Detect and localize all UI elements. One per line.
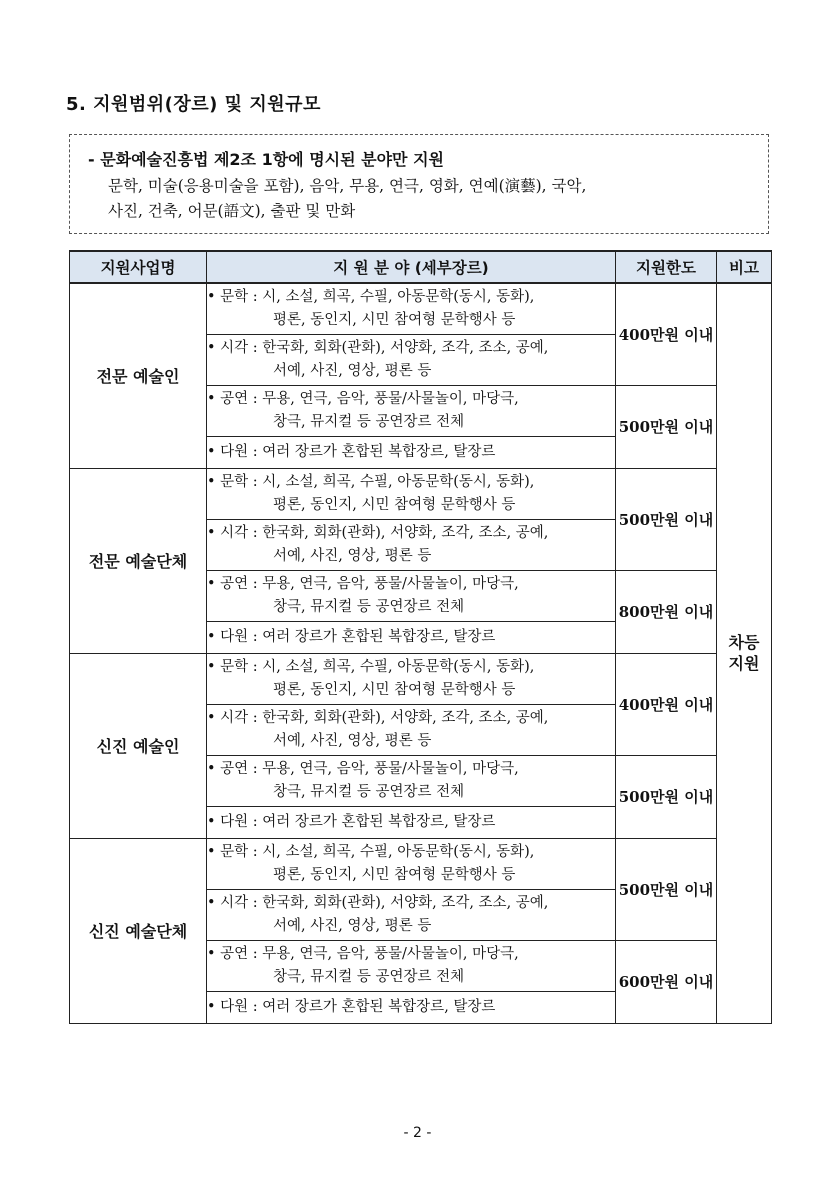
field-line: 서예, 사진, 영상, 평론 등 — [273, 917, 432, 934]
support-limit: 600만원 이내 — [616, 940, 717, 1023]
field-line: • 다원 : 여러 장르가 혼합된 복합장르, 탈장르 — [207, 443, 496, 460]
program-name: 전문 예술단체 — [70, 468, 207, 653]
field-performance — [207, 570, 616, 621]
support-limit: 500만원 이내 — [616, 385, 717, 468]
field-line: • 다원 : 여러 장르가 혼합된 복합장르, 탈장르 — [207, 998, 496, 1015]
field-multi — [207, 621, 616, 653]
field-line: 창극, 뮤지컬 등 공연장르 전체 — [273, 413, 465, 430]
field-line: • 문학 : 시, 소설, 희곡, 수필, 아동문학(동시, 동화), — [207, 843, 535, 860]
field-visual — [207, 704, 616, 755]
support-limit: 500만원 이내 — [616, 838, 717, 940]
field-line: • 공연 : 무용, 연극, 음악, 풍물/사물놀이, 마당극, — [207, 760, 519, 777]
table-row — [70, 838, 772, 889]
program-name: 신진 예술인 — [70, 653, 207, 838]
section-title: 5. 지원범위(장르) 및 지원규모 — [66, 94, 321, 115]
field-line: • 시각 : 한국화, 회화(관화), 서양화, 조각, 조소, 공예, — [207, 894, 549, 911]
field-line: 평론, 동인지, 시민 참여형 문학행사 등 — [273, 496, 516, 513]
field-line: • 문학 : 시, 소설, 희곡, 수필, 아동문학(동시, 동화), — [207, 288, 535, 305]
table-row — [70, 283, 772, 334]
field-line: • 시각 : 한국화, 회화(관화), 서양화, 조각, 조소, 공예, — [207, 524, 549, 541]
field-visual — [207, 334, 616, 385]
field-literature — [207, 283, 616, 334]
field-literature — [207, 468, 616, 519]
notice-line-1: 문학, 미술(응용미술을 포함), 음악, 무용, 연극, 영화, 연예(演藝), 국악, — [108, 177, 587, 195]
field-literature — [207, 653, 616, 704]
field-visual — [207, 889, 616, 940]
header-field: 지 원 분 야 (세부장르) — [207, 251, 616, 283]
field-literature — [207, 838, 616, 889]
support-limit: 400만원 이내 — [616, 653, 717, 755]
field-line: 창극, 뮤지컬 등 공연장르 전체 — [273, 968, 465, 985]
field-line: 평론, 동인지, 시민 참여형 문학행사 등 — [273, 681, 516, 698]
field-line: • 다원 : 여러 장르가 혼합된 복합장르, 탈장르 — [207, 628, 496, 645]
table-row — [70, 653, 772, 704]
program-name: 전문 예술인 — [70, 283, 207, 468]
field-performance — [207, 755, 616, 806]
field-line: • 다원 : 여러 장르가 혼합된 복합장르, 탈장르 — [207, 813, 496, 830]
field-line: 서예, 사진, 영상, 평론 등 — [273, 732, 432, 749]
page-number: - 2 - — [403, 1125, 432, 1141]
header-limit: 지원한도 — [616, 251, 717, 283]
table-header-row — [70, 251, 772, 283]
support-limit: 800만원 이내 — [616, 570, 717, 653]
program-name: 신진 예술단체 — [70, 838, 207, 1023]
eligibility-notice-box — [69, 134, 769, 234]
field-line: • 문학 : 시, 소설, 희곡, 수필, 아동문학(동시, 동화), — [207, 658, 535, 675]
field-line: • 공연 : 무용, 연극, 음악, 풍물/사물놀이, 마당극, — [207, 390, 519, 407]
support-limit: 500만원 이내 — [616, 755, 717, 838]
remark-line-1: 차등 — [728, 633, 760, 653]
field-line: 창극, 뮤지컬 등 공연장르 전체 — [273, 598, 465, 615]
notice-line-2: 사진, 건축, 어문(語文), 출판 및 만화 — [108, 202, 356, 220]
field-line: • 공연 : 무용, 연극, 음악, 풍물/사물놀이, 마당극, — [207, 575, 519, 592]
remark-cell — [717, 283, 772, 1023]
support-limit: 500만원 이내 — [616, 468, 717, 570]
field-line: • 시각 : 한국화, 회화(관화), 서양화, 조각, 조소, 공예, — [207, 339, 549, 356]
support-limit: 400만원 이내 — [616, 283, 717, 385]
header-program: 지원사업명 — [70, 251, 207, 283]
field-performance — [207, 385, 616, 436]
remark-line-2: 지원 — [728, 654, 760, 674]
support-scope-table — [69, 250, 772, 1024]
field-visual — [207, 519, 616, 570]
field-line: • 시각 : 한국화, 회화(관화), 서양화, 조각, 조소, 공예, — [207, 709, 549, 726]
field-line: 평론, 동인지, 시민 참여형 문학행사 등 — [273, 311, 516, 328]
field-line: 서예, 사진, 영상, 평론 등 — [273, 362, 432, 379]
field-line: • 공연 : 무용, 연극, 음악, 풍물/사물놀이, 마당극, — [207, 945, 519, 962]
field-line: 서예, 사진, 영상, 평론 등 — [273, 547, 432, 564]
field-multi — [207, 991, 616, 1023]
field-line: 평론, 동인지, 시민 참여형 문학행사 등 — [273, 866, 516, 883]
field-performance — [207, 940, 616, 991]
field-line: • 문학 : 시, 소설, 희곡, 수필, 아동문학(동시, 동화), — [207, 473, 535, 490]
field-line: 창극, 뮤지컬 등 공연장르 전체 — [273, 783, 465, 800]
header-note: 비고 — [717, 251, 772, 283]
notice-body — [88, 174, 754, 224]
notice-lead: - 문화예술진흥법 제2조 1항에 명시된 분야만 지원 — [88, 150, 444, 169]
field-multi — [207, 436, 616, 468]
field-multi — [207, 806, 616, 838]
table-row — [70, 468, 772, 519]
